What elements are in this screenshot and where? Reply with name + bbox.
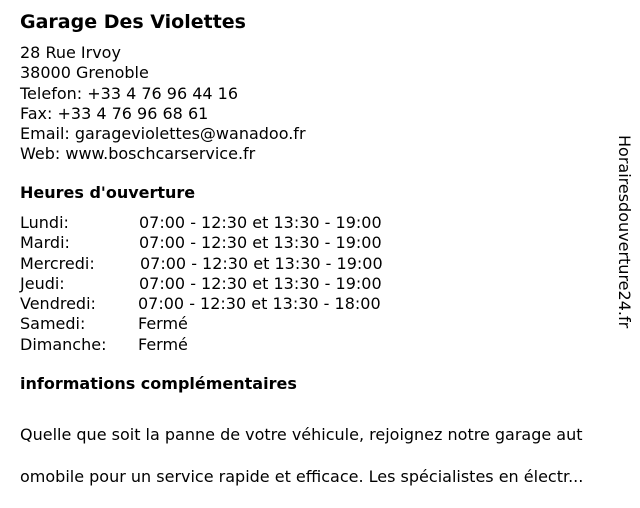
website: Web: www.boschcarservice.fr <box>20 144 256 164</box>
business-name: Garage Des Violettes <box>20 11 246 33</box>
time-range: 07:00 - 12:30 et 13:30 - 18:00 <box>138 294 381 314</box>
day-label: Mercredi: <box>20 253 95 273</box>
contact-block <box>20 43 306 165</box>
day-label: Dimanche: <box>20 334 107 354</box>
phone-number: Telefon: +33 4 76 96 44 16 <box>20 83 239 103</box>
time-range: 07:00 - 12:30 et 13:30 - 19:00 <box>139 213 382 232</box>
day-label: Jeudi: <box>20 273 65 293</box>
fax-number: Fax: +33 4 76 96 68 61 <box>20 103 209 123</box>
day-label: Lundi: <box>20 213 69 232</box>
address-city: 38000 Grenoble <box>20 63 149 83</box>
day-label: Mardi: <box>20 233 70 253</box>
time-range: Fermé <box>138 314 188 334</box>
time-range: Fermé <box>138 334 188 354</box>
day-label: Samedi: <box>20 314 86 334</box>
description <box>20 403 632 508</box>
address-street: 28 Rue Irvoy <box>20 43 121 62</box>
watermark <box>612 135 636 375</box>
time-range: 07:00 - 12:30 et 13:30 - 19:00 <box>140 253 383 273</box>
day-label: Vendredi: <box>20 294 96 314</box>
info-heading: informations complémentaires <box>20 374 297 393</box>
description-line: omobile pour un service rapide et efficace. Les spécialistes en électr... <box>20 467 584 486</box>
email-address: Email: garageviolettes@wanadoo.fr <box>20 124 306 144</box>
watermark-text: Horairesdouverture24.fr <box>615 135 634 329</box>
time-range: 07:00 - 12:30 et 13:30 - 19:00 <box>139 273 382 293</box>
description-line: Quelle que soit la panne de votre véhicule, rejoignez notre garage aut <box>20 425 583 444</box>
hours-heading: Heures d'ouverture <box>20 183 196 202</box>
time-range: 07:00 - 12:30 et 13:30 - 19:00 <box>139 233 382 253</box>
